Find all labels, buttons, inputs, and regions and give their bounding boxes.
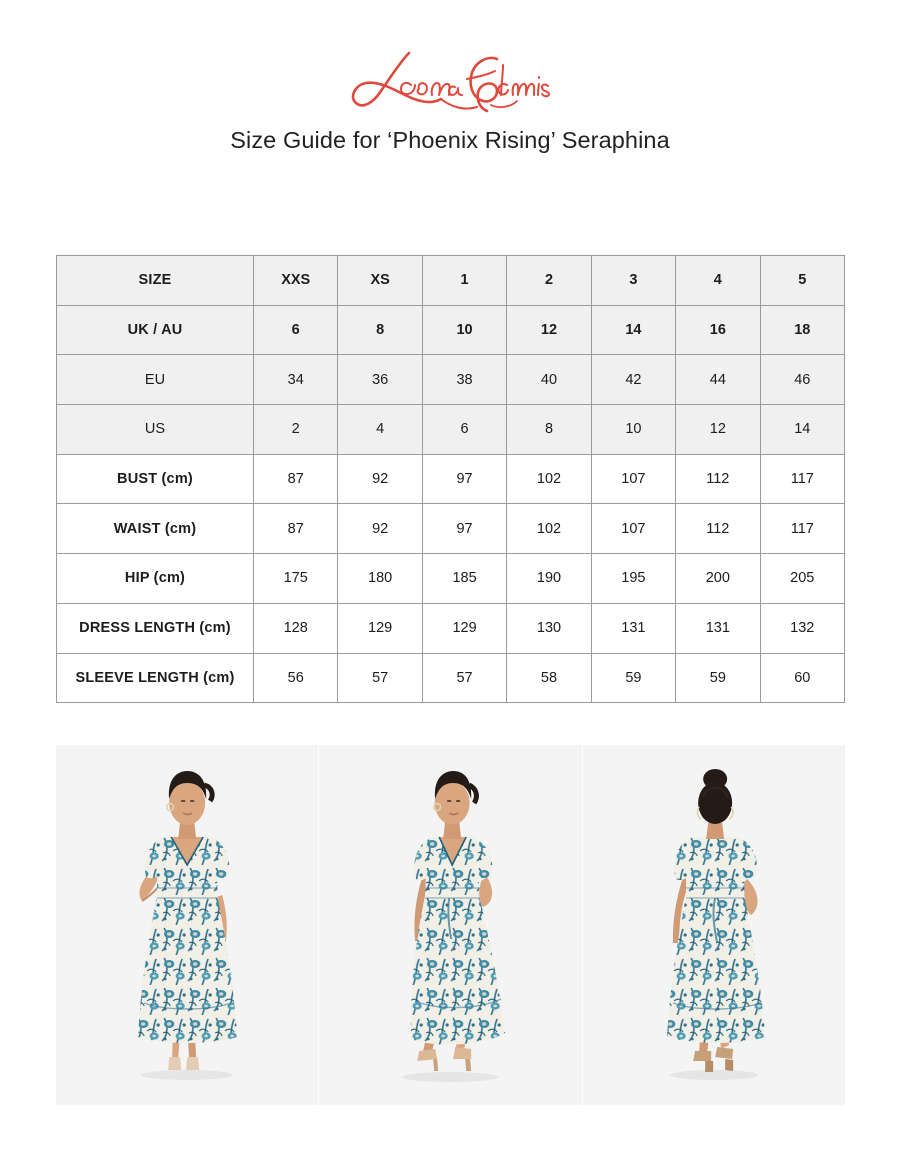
table-cell: 16	[676, 305, 760, 355]
row-label: US	[57, 405, 254, 455]
table-cell: 195	[591, 554, 675, 604]
table-cell: 6	[254, 305, 338, 355]
table-cell: 14	[591, 305, 675, 355]
table-cell: 56	[254, 653, 338, 703]
table-cell: 59	[591, 653, 675, 703]
table-cell: 5	[760, 256, 844, 306]
leona-edmiston-logo-icon	[345, 45, 555, 117]
table-cell: 12	[676, 405, 760, 455]
table-cell: 8	[338, 305, 422, 355]
table-cell: 12	[507, 305, 591, 355]
table-cell: 131	[676, 603, 760, 653]
table-row	[57, 504, 845, 554]
table-cell: 36	[338, 355, 422, 405]
table-cell: 102	[507, 504, 591, 554]
table-cell: 4	[676, 256, 760, 306]
model-side-illustration	[319, 745, 581, 1105]
table-cell: 14	[760, 405, 844, 455]
table-cell: 117	[760, 454, 844, 504]
table-cell: 60	[760, 653, 844, 703]
table-cell: 180	[338, 554, 422, 604]
table-cell: XXS	[254, 256, 338, 306]
row-label: SLEEVE LENGTH (cm)	[57, 653, 254, 703]
row-label: DRESS LENGTH (cm)	[57, 603, 254, 653]
table-row	[57, 305, 845, 355]
table-cell: 92	[338, 504, 422, 554]
product-photo-front-view[interactable]	[56, 745, 318, 1105]
table-cell: 131	[591, 603, 675, 653]
table-cell: 87	[254, 454, 338, 504]
table-cell: 132	[760, 603, 844, 653]
row-label: SIZE	[57, 256, 254, 306]
table-cell: XS	[338, 256, 422, 306]
table-cell: 175	[254, 554, 338, 604]
table-cell: 57	[338, 653, 422, 703]
table-cell: 8	[507, 405, 591, 455]
page-title: Size Guide for ‘Phoenix Rising’ Seraphina	[230, 127, 670, 153]
table-cell: 205	[760, 554, 844, 604]
row-label: BUST (cm)	[57, 454, 254, 504]
table-cell: 97	[422, 504, 506, 554]
table-cell: 107	[591, 454, 675, 504]
table-cell: 4	[338, 405, 422, 455]
table-cell: 102	[507, 454, 591, 504]
table-cell: 112	[676, 454, 760, 504]
table-row	[57, 653, 845, 703]
table-cell: 38	[422, 355, 506, 405]
table-cell: 97	[422, 454, 506, 504]
table-cell: 6	[422, 405, 506, 455]
model-back-illustration	[583, 745, 845, 1105]
table-cell: 129	[338, 603, 422, 653]
table-cell: 190	[507, 554, 591, 604]
brand-logo	[0, 0, 900, 110]
product-photo-strip	[56, 745, 845, 1105]
table-cell: 200	[676, 554, 760, 604]
table-cell: 185	[422, 554, 506, 604]
table-row	[57, 405, 845, 455]
size-guide-table-wrapper	[56, 255, 845, 703]
table-cell: 117	[760, 504, 844, 554]
product-photo-side-view[interactable]	[319, 745, 581, 1105]
model-front-illustration	[56, 745, 318, 1105]
row-label: UK / AU	[57, 305, 254, 355]
table-cell: 2	[507, 256, 591, 306]
table-cell: 2	[254, 405, 338, 455]
table-row	[57, 355, 845, 405]
table-cell: 59	[676, 653, 760, 703]
table-cell: 44	[676, 355, 760, 405]
table-cell: 3	[591, 256, 675, 306]
row-label: EU	[57, 355, 254, 405]
table-cell: 1	[422, 256, 506, 306]
row-label: WAIST (cm)	[57, 504, 254, 554]
table-row	[57, 454, 845, 504]
table-cell: 128	[254, 603, 338, 653]
row-label: HIP (cm)	[57, 554, 254, 604]
table-cell: 10	[422, 305, 506, 355]
table-cell: 87	[254, 504, 338, 554]
table-cell: 92	[338, 454, 422, 504]
size-guide-table	[56, 255, 845, 703]
table-cell: 130	[507, 603, 591, 653]
table-cell: 112	[676, 504, 760, 554]
table-cell: 57	[422, 653, 506, 703]
table-cell: 34	[254, 355, 338, 405]
product-photo-back-view[interactable]	[583, 745, 845, 1105]
table-cell: 58	[507, 653, 591, 703]
table-cell: 42	[591, 355, 675, 405]
table-row	[57, 554, 845, 604]
table-row	[57, 603, 845, 653]
table-cell: 40	[507, 355, 591, 405]
table-row	[57, 256, 845, 306]
table-cell: 18	[760, 305, 844, 355]
table-cell: 129	[422, 603, 506, 653]
table-cell: 46	[760, 355, 844, 405]
table-cell: 107	[591, 504, 675, 554]
table-cell: 10	[591, 405, 675, 455]
